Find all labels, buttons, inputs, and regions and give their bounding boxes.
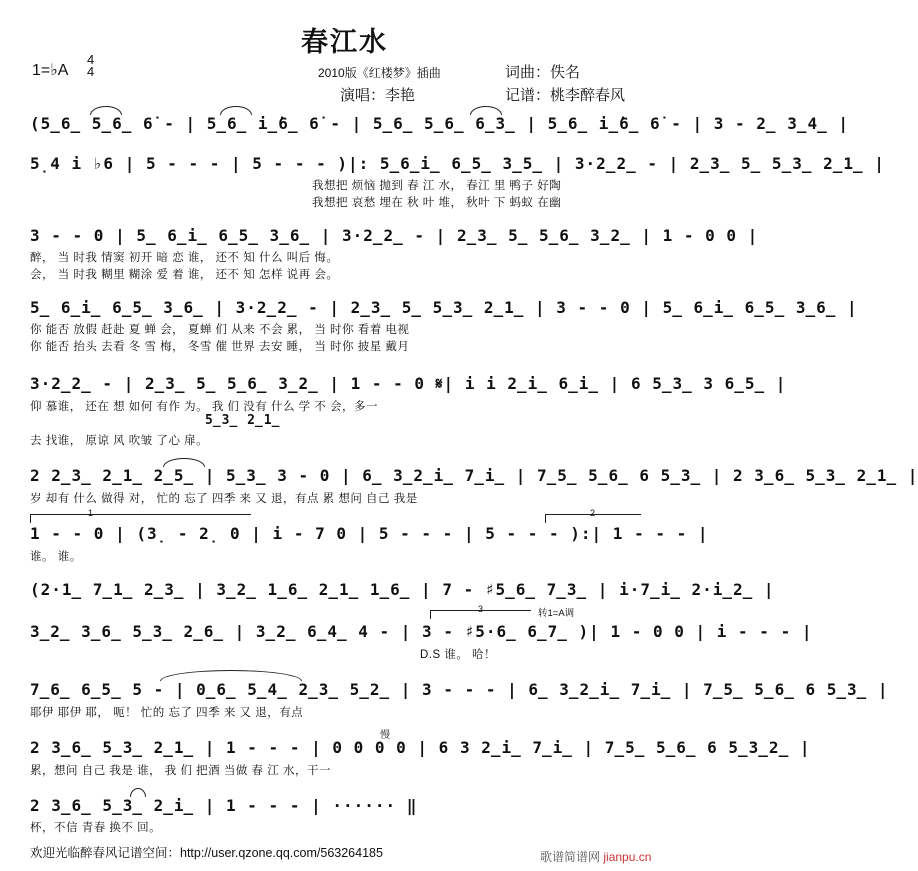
volta-1	[30, 514, 251, 523]
lyrics-row-11: 累，想问 自己 我是 谁， 我 们 把酒 当做 春 江 水，干一	[30, 765, 331, 777]
score-row-3: 3 - - 0 | 5̲ 6̲i̲ 6̲5̲ 3̲6̲ | 3·2̲2̲ - | 2̲3̲ 5̲ 5̲6̲ 3̲2̲ | 1 - 0 0 |	[30, 226, 759, 245]
footer-credit: 欢迎光临醉春风记谱空间：http://user.qzone.qq.com/563264185	[30, 846, 383, 860]
lyrics-row-9: D.S 谁。 哈！	[420, 649, 497, 661]
transcriber: 记谱：桃李醉春风	[505, 87, 626, 104]
singer: 演唱：李艳	[340, 87, 416, 104]
score-row-7: 1 - - 0 | (3̣ - 2̣ 0 | i - 7 0 | 5 - - - | 5 - - - ):| 1 - - - |	[30, 524, 709, 543]
score-row-11: 2 3̲6̲ 5̲3̲ 2̲1̲ | 1 - - - | 0 0 0 0 | 6 3 2̲i̲ 7̲i̲ | 7̲5̲ 5̲6̲ 6 5̲3̲2̲ |	[30, 738, 811, 757]
score-row-1: (5̲6̲ 5̲6̲ 6̇ - | 5̲6̲ i̲̇6̲ 6̇ - | 5̲6̲ 5̲6̲ 6̲3̲ | 5̲6̲ i̲̇6̲ 6̇ - | 3 - 2̲ 3̲4̲ |	[30, 114, 849, 133]
score-row-5: 3·2̲2̲ - | 2̲3̲ 5̲ 5̲6̲ 3̲2̲ | 1 - - 0 𝄋| i i 2̲i̲ 6̲i̲ | 6 5̲3̲ 3 6̲5̲ |	[30, 374, 787, 393]
tempo-mark: 慢	[380, 730, 390, 741]
time-top: 4	[87, 52, 95, 67]
lyrics-row-10: 耶伊 耶伊 耶， 呃！ 忙的 忘了 四季 来 又 退，有点	[30, 707, 304, 719]
source-note: 2010版《红楼梦》插曲	[318, 66, 441, 80]
lyricist: 词曲：佚名	[505, 64, 581, 81]
volta-1-number: 1	[88, 508, 94, 518]
alternate-notes: 5̲3̲ 2̲1̲	[205, 413, 281, 428]
lyrics-row-4-verse-2: 你 能否 抬头 去看 冬 雪 梅， 冬雪 催 世界 去安 睡， 当 时你 披星 戴月	[30, 341, 410, 353]
score-row-6: 2 2̲3̲ 2̲1̲ 2̲5̲ | 5̲3̲ 3 - 0 | 6̲ 3̲2̲i̲ 7̲i̲ | 7̲5̲ 5̲6̲ 6 5̲3̲ | 2 3̲6̲ 5̲3̲ 2̲1̲ |	[30, 466, 918, 485]
key-signature: 1=♭A	[32, 62, 69, 79]
lyrics-row-5-verse-1: 仰 慕谁， 还在 想 如何 有作 为。 我 们 没有 什么 学 不 会，多一	[30, 401, 379, 413]
watermark	[540, 848, 651, 865]
slur	[470, 106, 502, 115]
lyrics-row-4-verse-1: 你 能否 放假 赶赴 夏 蝉 会， 夏蝉 们 从来 不会 累， 当 时你 看着 电视	[30, 324, 410, 336]
time-signature	[87, 54, 94, 78]
score-row-2: 5̣4 i ♭6 | 5 - - - | 5 - - - )|: 5̲6̲i̲ 6̲5̲ 3̲5̲ | 3·2̲2̲ - | 2̲3̲ 5̲ 5̲3̲ 2̲1̲ |	[30, 154, 885, 173]
lyrics-row-3-verse-1: 醉， 当 时我 情窦 初开 暗 恋 谁， 还不 知 什么 叫后 悔。	[30, 252, 339, 264]
score-row-4: 5̲ 6̲i̲ 6̲5̲ 3̲6̲ | 3·2̲2̲ - | 2̲3̲ 5̲ 5̲3̲ 2̲1̲ | 3 - - 0 | 5̲ 6̲i̲ 6̲5̲ 3̲6̲ |	[30, 298, 858, 317]
lyrics-row-7: 谁。 谁。	[30, 551, 82, 563]
watermark-text: 歌谱简谱网	[540, 850, 601, 864]
volta-2-number: 2	[590, 508, 596, 518]
lyrics-row-6: 岁 却有 什么 做得 对， 忙的 忘了 四季 来 又 退，有点 累 想问 自己 我是	[30, 493, 418, 505]
page-title: 春江水	[301, 27, 388, 58]
lyrics-row-12: 杯，不信 青春 换不 回。	[30, 822, 162, 834]
score-row-8: (2·1̲ 7̲1̲ 2̲3̲ | 3̲2̲ 1̲6̲ 2̲1̲ 1̲6̲ | 7 - ♯5̲6̲ 7̲3̲ | i·7̲i̲ 2·i̲2̲ |	[30, 580, 775, 599]
score-row-9: 3̲2̲ 3̲6̲ 5̲3̲ 2̲6̲ | 3̲2̲ 6̲4̲ 4 - | 3 - ♯5·6̲ 6̲7̲ )| 1 - 0 0 | i - - - |	[30, 622, 813, 641]
lyrics-row-3-verse-2: 会， 当 时我 糊里 糊涂 爱 着 谁， 还不 知 怎样 说再 会。	[30, 269, 339, 281]
volta-3-number: 3	[478, 604, 484, 614]
slur	[220, 106, 252, 115]
slur	[90, 106, 122, 115]
lyrics-row-2-verse-2: 我想把 哀愁 埋在 秋 叶 堆， 秋叶 下 蚂蚁 在幽	[312, 197, 562, 209]
score-row-12: 2 3̲6̲ 5̲3̲ 2̲i̲ | 1 - - - | ······ ‖	[30, 796, 418, 815]
slur	[163, 458, 205, 467]
time-bottom: 4	[87, 64, 95, 79]
lyrics-row-2-verse-1: 我想把 烦恼 抛到 春 江 水， 春江 里 鸭子 好陶	[312, 180, 562, 192]
lyrics-row-5-verse-2: 去 找谁， 原谅 风 吹皱 了心 扉。	[30, 435, 209, 447]
score-row-10: 7̲6̲ 6̲5̲ 5 - | 0̲6̲ 5̲4̲ 2̲3̲ 5̲2̲ | 3 - - - | 6̲ 3̲2̲i̲ 7̲i̲ | 7̲5̲ 5̲6̲ 6 5̲3̲ |	[30, 680, 889, 699]
key-change-note: 转1=A调	[538, 608, 575, 619]
watermark-domain: jianpu.cn	[603, 850, 652, 864]
